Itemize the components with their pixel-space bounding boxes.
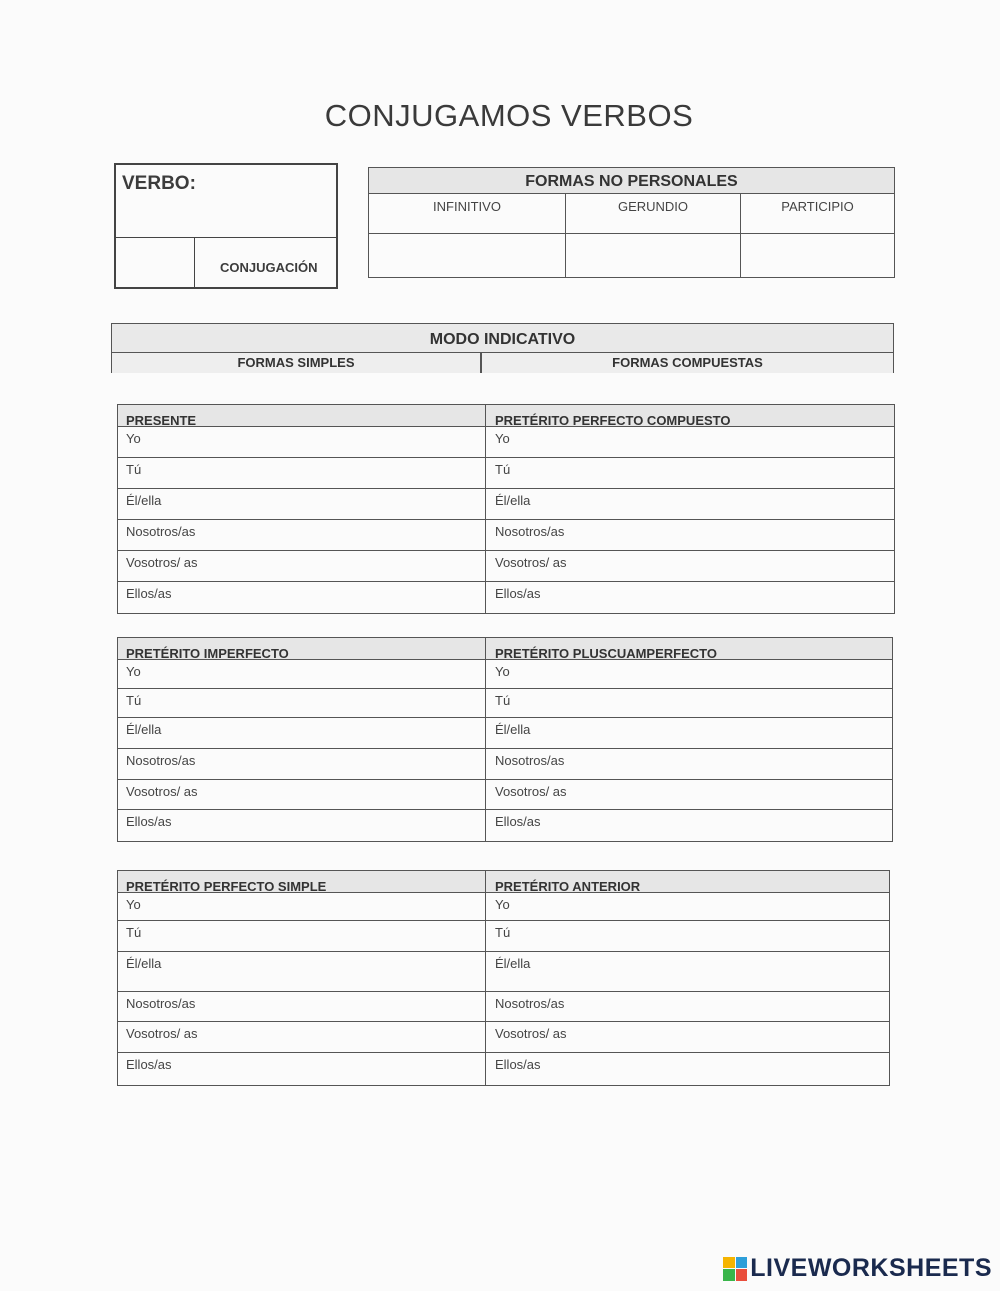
verbo-box — [114, 163, 338, 289]
participio-column — [741, 193, 894, 277]
pronoun-cell: Yo — [118, 427, 486, 457]
infinitivo-column — [369, 193, 566, 277]
pronoun-cell: Yo — [118, 660, 486, 688]
pronoun-cell: Él/ella — [495, 493, 531, 508]
table-row — [118, 952, 889, 992]
page-title: CONJUGAMOS VERBOS — [324, 98, 694, 133]
logo-square-2 — [736, 1257, 748, 1269]
pronoun-cell: Nosotros/as — [495, 753, 565, 768]
table-row — [118, 749, 892, 780]
table-row — [118, 893, 889, 921]
pronoun-cell: Vosotros/ as — [495, 1026, 567, 1041]
pronoun-cell: Vosotros/ as — [118, 551, 486, 581]
liveworksheets-logo-icon — [723, 1257, 747, 1281]
pronoun-cell: Tú — [118, 458, 486, 488]
pronoun-cell: Yo — [118, 893, 486, 920]
verbo-divider — [116, 237, 336, 238]
pronoun-cell: Nosotros/as — [495, 524, 565, 539]
liveworksheets-logo — [723, 1254, 992, 1283]
pronoun-cell: Ellos/as — [118, 582, 486, 613]
pronoun-cell: Nosotros/as — [495, 996, 565, 1011]
pronoun-cell: Él/ella — [118, 718, 486, 748]
table-row — [118, 718, 892, 749]
pronoun-cell: Ellos/as — [118, 1053, 486, 1085]
pronoun-cell: Él/ella — [495, 956, 531, 971]
logo-square-1 — [723, 1257, 735, 1269]
logo-square-4 — [736, 1269, 748, 1281]
pronoun-cell: Vosotros/ as — [495, 784, 567, 799]
pronoun-cell: Tú — [118, 921, 486, 951]
pronoun-cell: Ellos/as — [495, 1057, 541, 1072]
pronoun-cell: Yo — [495, 664, 510, 679]
table-row — [118, 660, 892, 689]
table-row — [118, 1022, 889, 1053]
table-header-row — [118, 871, 889, 893]
pronoun-cell: Yo — [495, 431, 510, 446]
modo-indicativo-heading: MODO INDICATIVO — [429, 331, 576, 348]
pronoun-cell: Nosotros/as — [118, 992, 486, 1021]
participio-label: PARTICIPIO — [741, 193, 894, 234]
pronoun-cell: Vosotros/ as — [118, 1022, 486, 1052]
tense-label-left: PRETÉRITO PERFECTO SIMPLE — [118, 871, 486, 892]
gerundio-label: GERUNDIO — [566, 193, 740, 234]
table-row — [118, 458, 894, 489]
pronoun-cell: Tú — [495, 925, 511, 940]
modo-indicativo-header — [111, 323, 894, 373]
pronoun-cell: Ellos/as — [118, 810, 486, 841]
table-row — [118, 810, 892, 841]
tense-label-left: PRETÉRITO IMPERFECTO — [118, 638, 486, 659]
table-row — [118, 489, 894, 520]
formas-no-personales-heading: FORMAS NO PERSONALES — [369, 168, 894, 194]
table-row — [118, 520, 894, 551]
verbo-vertical-divider — [194, 237, 195, 287]
table-row — [118, 582, 894, 613]
tense-label-right: PRETÉRITO PLUSCUAMPERFECTO — [495, 646, 717, 661]
conjugation-table-3 — [117, 870, 890, 1086]
pronoun-cell: Tú — [118, 689, 486, 717]
conjugacion-label: CONJUGACIÓN — [220, 260, 318, 275]
table-row — [118, 921, 889, 952]
pronoun-cell: Yo — [495, 897, 510, 912]
pronoun-cell: Tú — [495, 693, 511, 708]
pronoun-cell: Vosotros/ as — [495, 555, 567, 570]
formas-compuestas-label: FORMAS COMPUESTAS — [482, 353, 893, 373]
pronoun-cell: Él/ella — [118, 489, 486, 519]
table-row — [118, 427, 894, 458]
liveworksheets-logo-text: LIVEWORKSHEETS — [750, 1254, 992, 1282]
pronoun-cell: Nosotros/as — [118, 520, 486, 550]
tense-label-right: PRETÉRITO PERFECTO COMPUESTO — [495, 413, 731, 428]
table-header-row — [118, 405, 894, 427]
formas-no-personales-table — [368, 167, 895, 278]
pronoun-cell: Tú — [495, 462, 511, 477]
logo-square-3 — [723, 1269, 735, 1281]
tense-label-right: PRETÉRITO ANTERIOR — [495, 879, 641, 894]
pronoun-cell: Ellos/as — [495, 814, 541, 829]
table-row — [118, 1053, 889, 1085]
pronoun-cell: Nosotros/as — [118, 749, 486, 779]
table-header-row — [118, 638, 892, 660]
table-row — [118, 689, 892, 718]
formas-simples-label: FORMAS SIMPLES — [112, 353, 482, 373]
infinitivo-label: INFINITIVO — [369, 193, 565, 234]
verbo-label: VERBO: — [122, 173, 196, 194]
pronoun-cell: Ellos/as — [495, 586, 541, 601]
pronoun-cell: Él/ella — [495, 722, 531, 737]
gerundio-column — [566, 193, 741, 277]
pronoun-cell: Él/ella — [118, 952, 486, 991]
tense-label-left: PRESENTE — [118, 405, 486, 426]
table-row — [118, 551, 894, 582]
table-row — [118, 992, 889, 1022]
conjugation-table-2 — [117, 637, 893, 842]
conjugation-table-1 — [117, 404, 895, 614]
table-row — [118, 780, 892, 810]
pronoun-cell: Vosotros/ as — [118, 780, 486, 809]
